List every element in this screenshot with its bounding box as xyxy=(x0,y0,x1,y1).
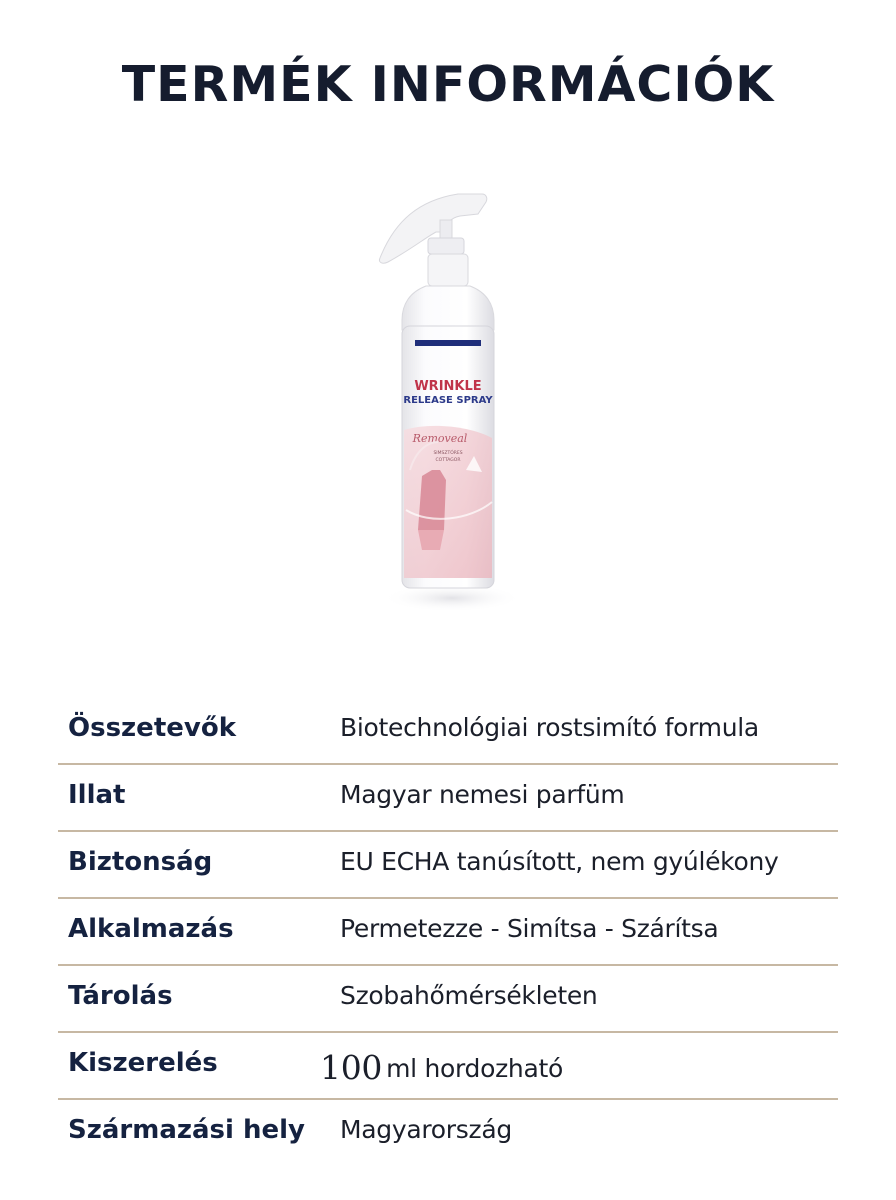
bottle-label-line1: WRINKLE xyxy=(414,379,482,394)
row-label: Kiszerelés xyxy=(68,1048,218,1078)
row-value: Szobahőmérsékleten xyxy=(340,981,598,1010)
info-row-origin xyxy=(58,1100,838,1165)
row-value: Magyarország xyxy=(340,1115,512,1144)
info-row-scent xyxy=(58,765,838,832)
bottle-brand-script: Removeal xyxy=(412,432,468,445)
row-value: Biotechnológiai rostsimító formula xyxy=(340,713,759,742)
row-value: EU ECHA tanúsított, nem gyúlékony xyxy=(340,847,779,876)
product-image-spray-bottle xyxy=(340,180,560,620)
info-row-application xyxy=(58,899,838,966)
row-label: Tárolás xyxy=(68,981,173,1011)
page-title: TERMÉK INFORMÁCIÓK xyxy=(121,56,775,113)
bottle-small-text-2: COTTAGOR xyxy=(435,458,461,463)
row-label: Biztonság xyxy=(68,847,213,877)
row-label: Illat xyxy=(68,780,126,810)
row-value: Permetezze - Simítsa - Szárítsa xyxy=(340,914,719,943)
bottle-small-text-1: SIMSZTÓRES xyxy=(433,451,463,456)
info-row-size xyxy=(58,1033,838,1100)
info-row-storage xyxy=(58,966,838,1033)
row-value: Magyar nemesi parfüm xyxy=(340,780,625,809)
bottle-label-line2: RELEASE SPRAY xyxy=(403,395,493,406)
product-info-table xyxy=(58,698,838,1165)
row-value xyxy=(320,1048,563,1087)
row-label: Származási hely xyxy=(68,1115,305,1145)
row-label: Alkalmazás xyxy=(68,914,234,944)
info-row-safety xyxy=(58,832,838,899)
size-unit-text: ml hordozható xyxy=(386,1054,563,1083)
size-number: 100 xyxy=(320,1048,383,1087)
info-row-ingredients xyxy=(58,698,838,765)
row-label: Összetevők xyxy=(68,713,236,743)
